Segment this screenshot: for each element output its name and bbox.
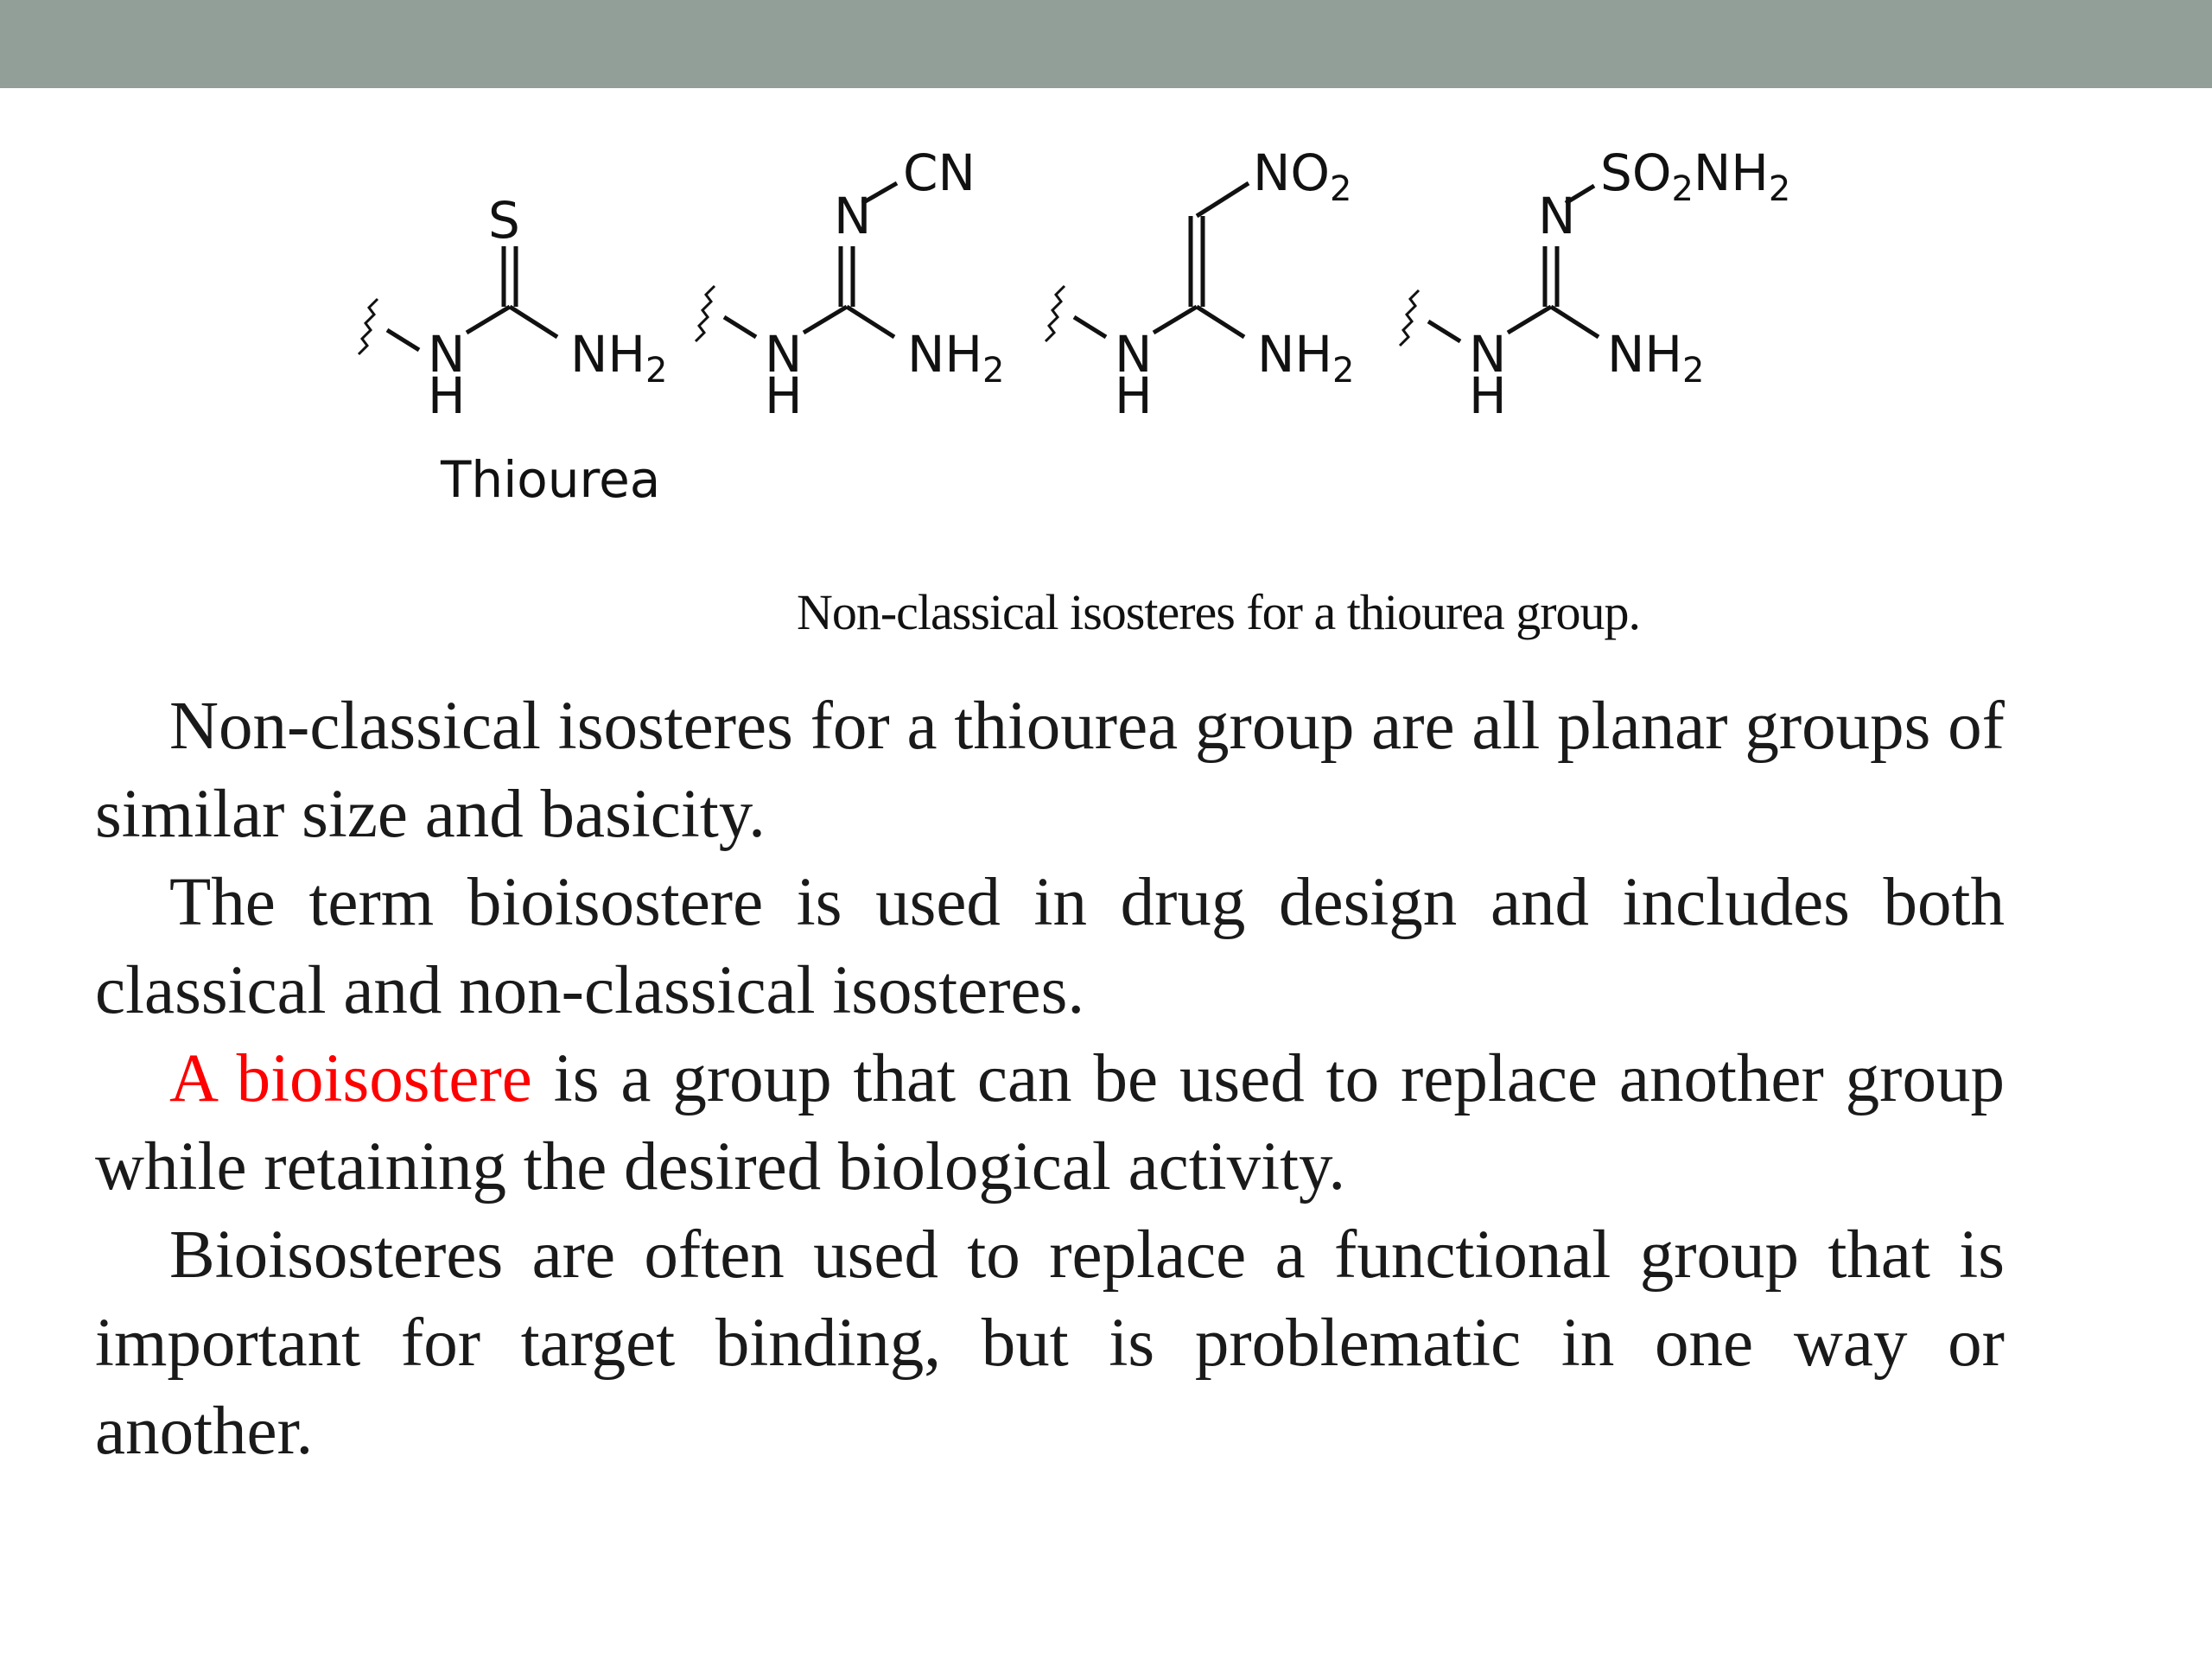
atom-n: N — [428, 325, 466, 384]
atom-n: N — [1469, 325, 1507, 384]
atom-nh2: $NH_2$ — [1607, 325, 1705, 391]
structure-label-thiourea: Thiourea — [441, 450, 661, 509]
atom-h: H — [428, 366, 466, 425]
wavy-bond — [359, 299, 378, 354]
atom-nh2: $NH_2$ — [1257, 325, 1355, 391]
atom-h: H — [765, 366, 803, 425]
atom-h: H — [1115, 366, 1153, 425]
atom-n-imine: N — [1538, 187, 1576, 245]
atom-h: H — [1469, 366, 1507, 425]
paragraph-3-rest: is a group that can be used to replace another group while retaining the desired biological activity. — [95, 1041, 2005, 1205]
atom-nh2: $NH_2$ — [907, 325, 1005, 391]
group-so2nh2: $SO_2NH_2$ — [1600, 143, 1791, 209]
group-no2: $NO_2$ — [1253, 143, 1352, 209]
group-cn: CN — [903, 143, 976, 202]
atom-s: S — [488, 191, 520, 250]
isostere-structures-figure — [328, 130, 1797, 536]
paragraph-3 — [95, 1035, 2005, 1211]
highlight-term: A bioisostere — [169, 1041, 532, 1116]
figure-caption: Non-classical isosteres for a thiourea group. — [796, 584, 1641, 640]
atom-nh2: $NH_2$ — [570, 325, 668, 391]
atom-n: N — [1115, 325, 1153, 384]
paragraph-1: Non-classical isosteres for a thiourea group are all planar groups of similar size and basicity. — [95, 689, 2005, 852]
atom-n: N — [765, 325, 803, 384]
body-text — [95, 683, 2005, 1476]
paragraph-2: The term bioisostere is used in drug design and includes both classical and non-classical isosteres. — [95, 865, 2005, 1028]
atom-n-imine: N — [834, 187, 872, 245]
structures-svg — [328, 130, 1797, 536]
title-bar — [0, 0, 2212, 88]
paragraph-4: Bioisosteres are often used to replace a functional group that is important for target binding, but is problematic in one way or another. — [95, 1217, 2005, 1469]
